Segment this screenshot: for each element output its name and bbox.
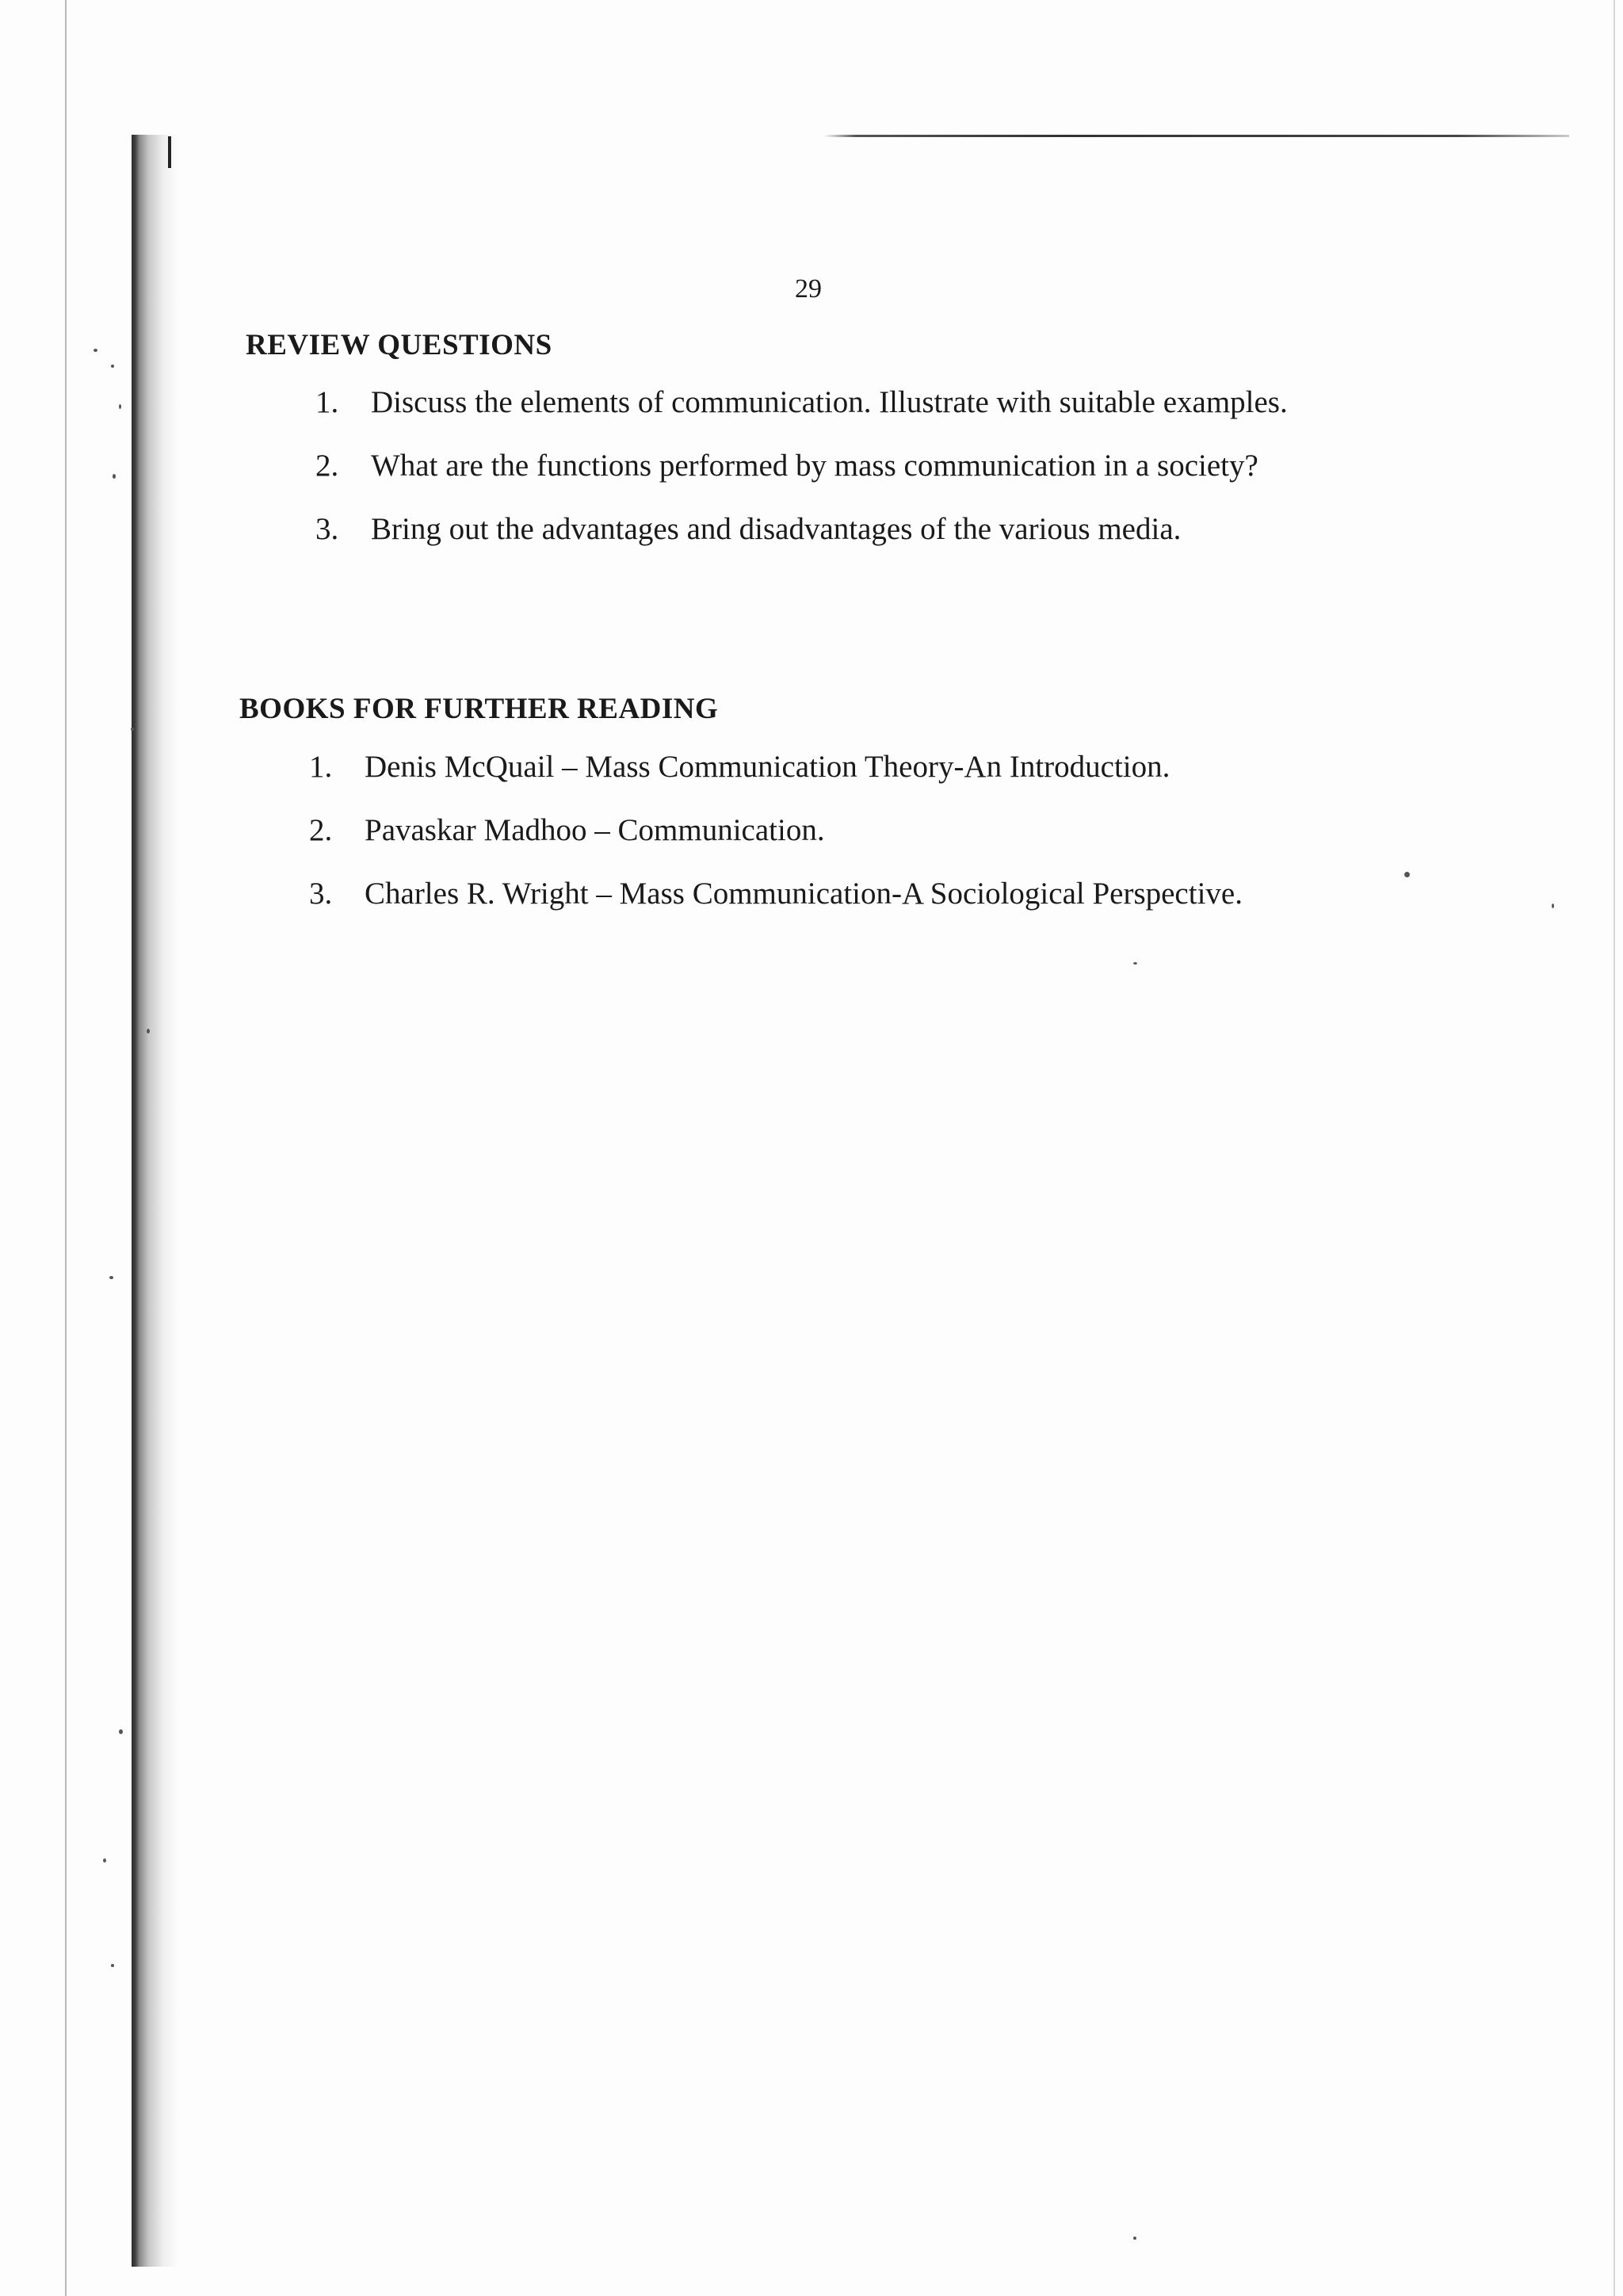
binding-edge-mark — [168, 136, 171, 168]
item-text: What are the functions performed by mass communication in a society? — [371, 449, 1258, 483]
review-questions-heading: REVIEW QUESTIONS — [246, 329, 552, 361]
list-item — [309, 744, 1419, 790]
books-list — [309, 744, 1419, 934]
list-item — [309, 808, 1419, 854]
list-item — [315, 443, 1381, 489]
review-questions-list — [315, 380, 1381, 570]
item-text: Bring out the advantages and disadvantages of the various media. — [371, 512, 1182, 546]
item-number: 2. — [315, 449, 339, 483]
scan-speck — [119, 1729, 123, 1734]
top-rule-line — [824, 135, 1569, 137]
list-item — [309, 871, 1419, 917]
scan-speck — [111, 1964, 114, 1967]
item-text: Charles R. Wright – Mass Communication-A Sociological Perspective. — [365, 877, 1243, 911]
scan-speck — [111, 365, 114, 368]
item-text: Discuss the elements of communication. Illustrate with suitable examples. — [371, 385, 1288, 419]
page-number: 29 — [795, 274, 822, 304]
item-number: 3. — [309, 877, 333, 911]
scan-edge-line-right — [1613, 0, 1615, 2296]
item-text: Pavaskar Madhoo – Communication. — [365, 813, 825, 847]
scan-speck — [113, 474, 116, 479]
scan-speck — [131, 728, 134, 731]
scan-edge-line — [65, 0, 67, 2296]
item-text: Denis McQuail – Mass Communication Theory-An Introduction. — [365, 750, 1170, 784]
list-item — [315, 380, 1381, 426]
item-number: 3. — [315, 512, 339, 546]
scan-speck — [103, 1859, 106, 1862]
item-number: 2. — [309, 813, 333, 847]
scan-speck — [1552, 904, 1554, 908]
binding-shadow — [132, 135, 179, 2267]
scan-speck — [119, 404, 121, 409]
scan-speck — [147, 1029, 150, 1033]
list-item — [315, 506, 1381, 552]
item-number: 1. — [309, 750, 333, 784]
books-further-reading-heading: BOOKS FOR FURTHER READING — [239, 693, 719, 725]
scan-speck — [1133, 2237, 1136, 2240]
scan-speck — [109, 1276, 113, 1279]
item-number: 1. — [315, 385, 339, 419]
scan-speck — [1133, 962, 1137, 965]
scan-speck — [94, 349, 97, 352]
